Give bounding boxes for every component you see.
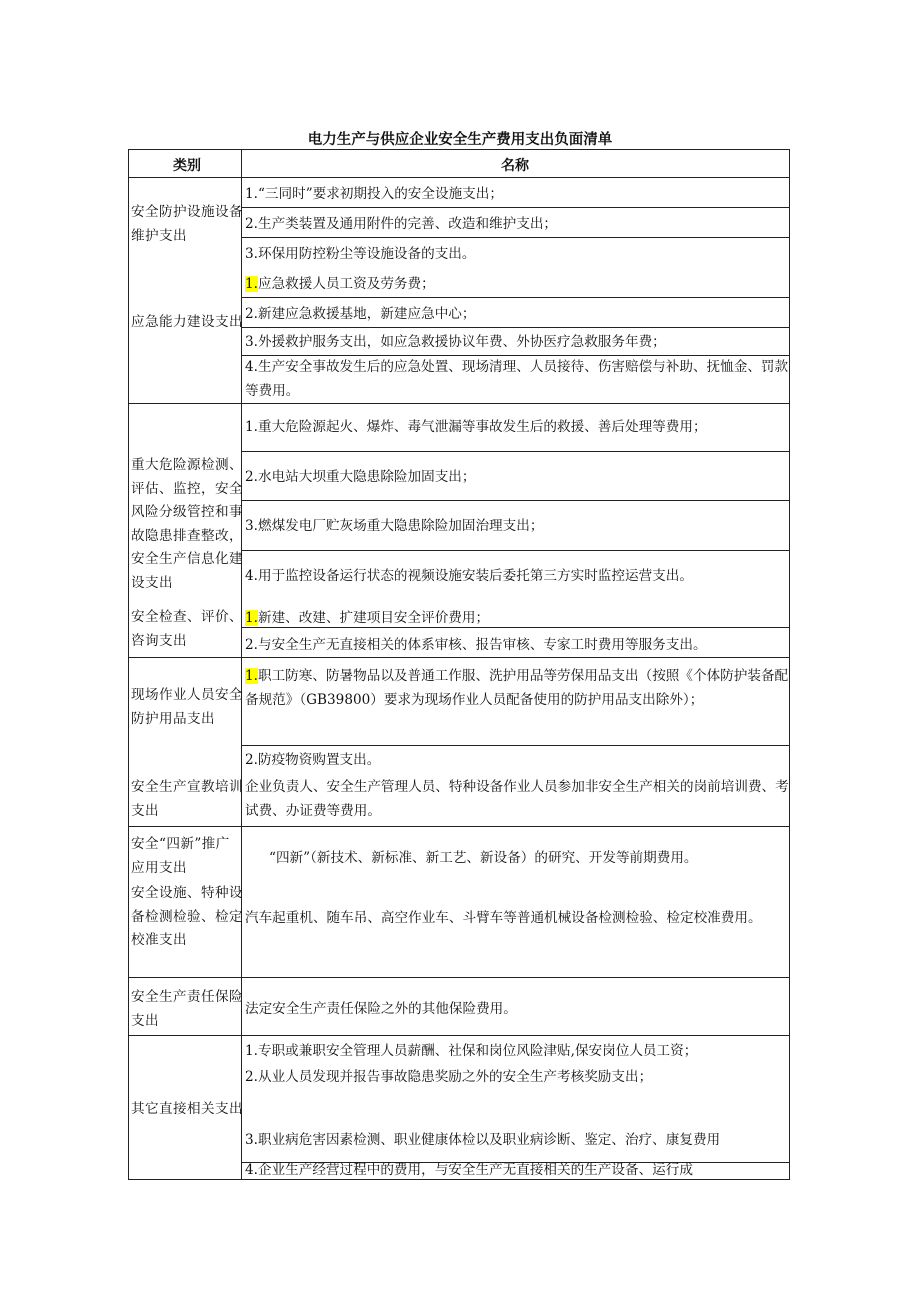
row-divider: [129, 977, 789, 978]
row-divider: [129, 177, 789, 178]
category-cell: 应急能力建设支出: [131, 314, 243, 330]
item-cell: 3.职业病危害因素检测、职业健康体检以及职业病诊断、鉴定、治疗、康复费用: [245, 1132, 721, 1148]
item-cell: 汽车起重机、随车吊、高空作业车、斗臂车等普通机械设备检测检验、检定校准费用。: [245, 910, 762, 926]
category-cell: 安全防护设施设备维护支出: [131, 204, 243, 244]
category-cell: 其它直接相关支出: [131, 1101, 243, 1117]
item-cell: 1.“三同时”要求初期投入的安全设施支出；: [245, 186, 503, 202]
row-divider: [129, 826, 789, 827]
page-title: 电力生产与供应企业安全生产费用支出负面清单: [307, 132, 613, 148]
row-divider: [241, 550, 789, 551]
category-cell: 安全检查、评价、咨询支出: [131, 609, 243, 649]
item-cell: 4.用于监控设备运行状态的视频设施安装后委托第三方实时监控运营支出。: [245, 568, 693, 584]
item-cell: 2.新建应急救援基地，新建应急中心；: [245, 306, 476, 322]
row-divider: [241, 207, 789, 208]
item-cell: “四新”（新技术、新标准、新工艺、新设备）的研究、开发等前期费用。: [269, 850, 698, 866]
item-cell: 1.重大危险源起火、爆炸、毒气泄漏等事故发生后的救援、善后处理等费用；: [245, 419, 707, 435]
row-divider: [241, 451, 789, 452]
expense-table: [128, 149, 790, 1180]
item-cell: 1.职工防寒、防暑物品以及普通工作服、洗护用品等劳保用品支出（按照《个体防护装备配备规范》（GB39800）要求为现场作业人员配备使用的防护用品支出除外）；: [245, 668, 789, 708]
item-cell: 1.新建、改建、扩建项目安全评价费用；: [245, 610, 490, 626]
row-divider: [241, 327, 789, 328]
item-cell: 3.外援救护服务支出，如应急救援协议年费、外协医疗急救服务年费；: [245, 334, 666, 350]
category-cell: 安全设施、特种设备检测检验、检定校准支出: [131, 885, 243, 949]
highlight-mark: 1.: [245, 276, 258, 292]
category-cell: 现场作业人员安全防护用品支出: [131, 687, 243, 727]
item-cell: 2.水电站大坝重大隐患除险加固支出；: [245, 469, 476, 485]
item-cell: 4.生产安全事故发生后的应急处置、现场清理、人员接待、伤害赔偿与补助、抚恤金、罚款等费用。: [245, 359, 789, 399]
item-cell: 企业负责人、安全生产管理人员、特种设备作业人员参加非安全生产相关的岗前培训费、考试费、办证费等费用。: [245, 779, 789, 819]
row-divider: [241, 237, 789, 238]
category-cell: 安全“四新”推广应用支出: [131, 836, 230, 876]
item-cell: 1.应急救援人员工资及劳务费；: [245, 276, 435, 292]
item-cell: 1.专职或兼职安全管理人员薪酬、社保和岗位风险津贴,保安岗位人员工资；: [245, 1043, 698, 1059]
item-cell: 2.生产类装置及通用附件的完善、改造和维护支出；: [245, 216, 558, 232]
category-cell: 安全生产责任保险支出: [131, 989, 243, 1029]
row-divider: [241, 297, 789, 298]
item-cell: 3.环保用防控粉尘等设施设备的支出。: [245, 246, 476, 262]
item-cell: 4.企业生产经营过程中的费用，与安全生产无直接相关的生产设备、运行成: [245, 1162, 693, 1178]
category-cell: 重大危险源检测、评估、监控，安全风险分级管控和事故隐患排查整改，安全生产信息化建设支出: [131, 457, 243, 591]
item-cell: 3.燃煤发电厂贮灰场重大隐患除险加固治理支出；: [245, 518, 544, 534]
category-cell: 安全生产宣教培训支出: [131, 779, 243, 819]
header-name: 名称: [501, 158, 529, 174]
header-category: 类别: [173, 158, 201, 174]
row-divider: [241, 745, 789, 746]
item-cell: 法定安全生产责任保险之外的其他保险费用。: [245, 1001, 517, 1017]
item-cell: 2.从业人员发现并报告事故隐患奖励之外的安全生产考核奖励支出；: [245, 1069, 653, 1085]
row-divider: [129, 1035, 789, 1036]
highlight-mark: 1.: [245, 610, 258, 626]
row-divider: [241, 500, 789, 501]
row-divider: [129, 403, 789, 404]
item-cell: 2.与安全生产无直接相关的体系审核、报告审核、专家工时费用等服务支出。: [245, 637, 707, 653]
item-cell: 2.防疫物资购置支出。: [245, 752, 381, 768]
highlight-mark: 1.: [245, 668, 258, 684]
